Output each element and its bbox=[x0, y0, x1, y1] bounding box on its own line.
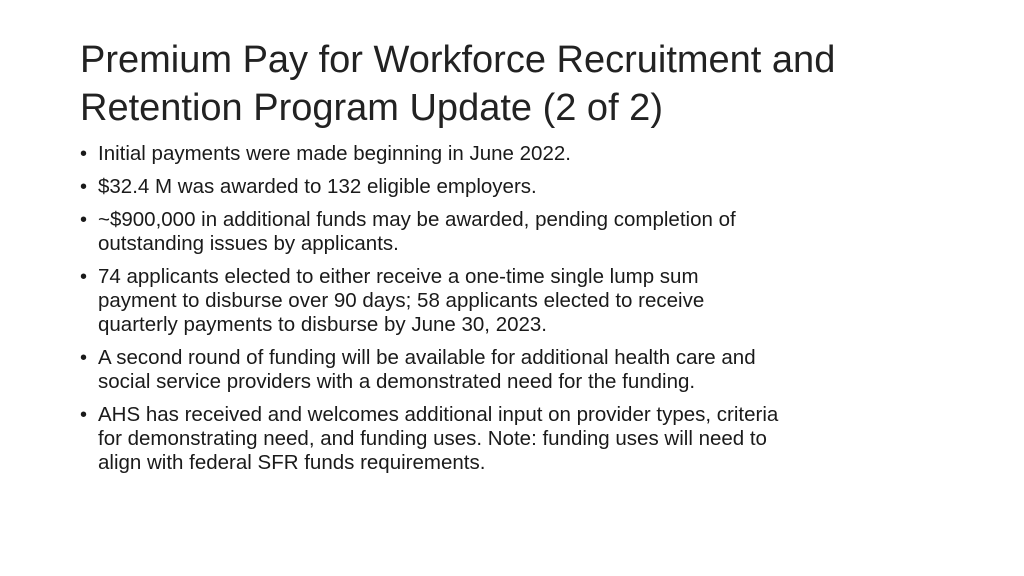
slide-title bbox=[80, 36, 980, 132]
bullet-dot-icon: • bbox=[80, 404, 88, 426]
bullet-dot-icon: • bbox=[80, 143, 88, 165]
bullet-text-line: AHS has received and welcomes additional input on provider types, criteria bbox=[98, 403, 779, 426]
bullet-list bbox=[80, 142, 960, 484]
bullet-text-line: $32.4 M was awarded to 132 eligible employers. bbox=[98, 175, 537, 198]
bullet-text-line: quarterly payments to disburse by June 30, 2023. bbox=[98, 313, 547, 336]
bullet-text bbox=[98, 346, 960, 394]
bullet-item bbox=[80, 346, 960, 394]
bullet-dot-icon: • bbox=[80, 347, 88, 369]
bullet-dot-icon: • bbox=[80, 176, 88, 198]
bullet-text bbox=[98, 208, 960, 256]
bullet-item bbox=[80, 142, 960, 166]
bullet-item bbox=[80, 403, 960, 475]
bullet-dot-icon: • bbox=[80, 266, 88, 288]
slide-title-line: Retention Program Update (2 of 2) bbox=[80, 87, 663, 129]
bullet-text bbox=[98, 175, 960, 199]
bullet-text-line: 74 applicants elected to either receive a one-time single lump sum bbox=[98, 265, 699, 288]
bullet-text bbox=[98, 403, 960, 475]
bullet-text-line: social service providers with a demonstrated need for the funding. bbox=[98, 370, 696, 393]
bullet-item bbox=[80, 265, 960, 337]
bullet-text-line: align with federal SFR funds requirements. bbox=[98, 451, 486, 474]
bullet-dot-icon: • bbox=[80, 209, 88, 231]
bullet-item bbox=[80, 208, 960, 256]
bullet-text-line: Initial payments were made beginning in June 2022. bbox=[98, 142, 571, 165]
bullet-item bbox=[80, 175, 960, 199]
bullet-text-line: payment to disburse over 90 days; 58 applicants elected to receive bbox=[98, 289, 705, 312]
slide-title-line: Premium Pay for Workforce Recruitment and bbox=[80, 39, 836, 81]
bullet-text bbox=[98, 142, 960, 166]
bullet-text-line: ~$900,000 in additional funds may be awarded, pending completion of bbox=[98, 208, 736, 231]
bullet-text-line: for demonstrating need, and funding uses. Note: funding uses will need to bbox=[98, 427, 767, 450]
bullet-text-line: A second round of funding will be available for additional health care and bbox=[98, 346, 756, 369]
bullet-text bbox=[98, 265, 960, 337]
bullet-text-line: outstanding issues by applicants. bbox=[98, 232, 399, 255]
